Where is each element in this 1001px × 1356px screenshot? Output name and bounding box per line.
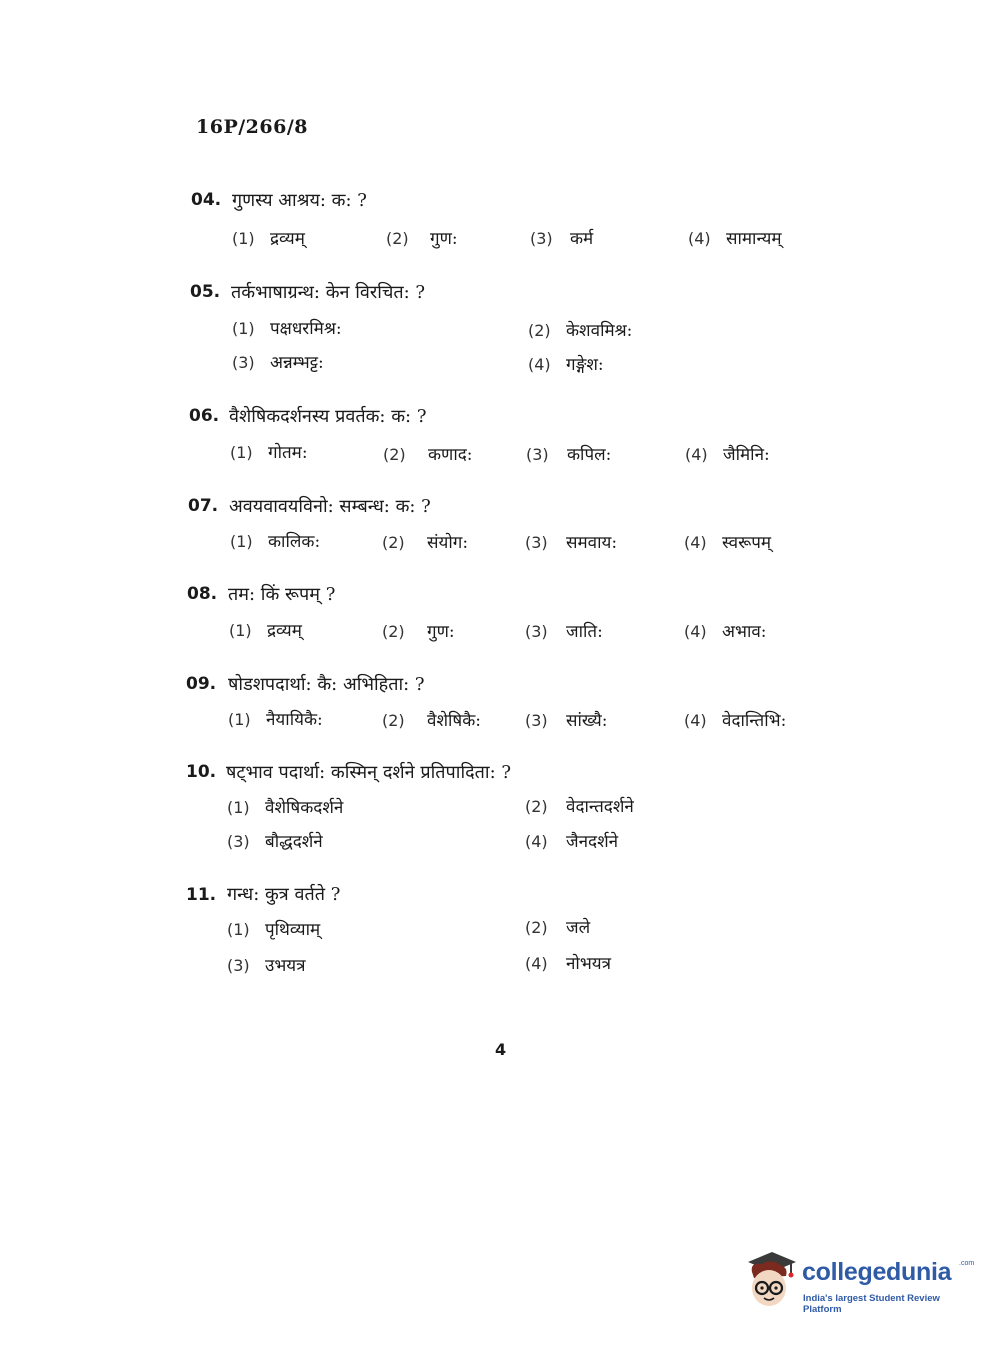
option-number: (1)	[232, 229, 255, 248]
option-number: (4)	[525, 832, 548, 851]
option-4	[525, 951, 611, 974]
option-number: (1)	[230, 532, 253, 551]
option-4	[684, 530, 771, 553]
question-text: षट्भाव पदार्था: कस्मिन् दर्शने प्रतिपादिता: ?	[226, 762, 512, 783]
option-text: कालिक:	[268, 532, 321, 552]
option-1	[228, 707, 323, 730]
page-number: 4	[495, 1040, 507, 1059]
collegedunia-logo[interactable]	[742, 1250, 975, 1320]
option-text: पक्षधरमिश्र:	[270, 319, 342, 339]
option-number: (2)	[386, 229, 409, 248]
brand-domain-suffix: .com	[959, 1260, 975, 1267]
option-text: उभयत्र	[265, 956, 306, 976]
option-number: (1)	[232, 319, 255, 338]
option-number: (4)	[684, 711, 707, 730]
option-number: (2)	[382, 711, 405, 730]
option-4	[684, 619, 767, 642]
option-text: नैयायिकै:	[266, 710, 323, 730]
brand-name: collegedunia	[802, 1258, 952, 1286]
option-2	[382, 530, 468, 553]
option-number: (3)	[526, 445, 549, 464]
option-3	[526, 442, 611, 465]
question-number: 07.	[188, 496, 219, 516]
option-text: जले	[566, 918, 591, 938]
option-number: (2)	[525, 797, 548, 816]
option-text: पृथिव्याम्	[265, 920, 321, 940]
option-3	[530, 226, 593, 249]
option-text: सामान्यम्	[726, 229, 782, 249]
option-number: (3)	[232, 353, 255, 372]
option-number: (3)	[530, 229, 553, 248]
option-4	[684, 708, 786, 731]
option-2	[525, 915, 590, 938]
option-2	[382, 708, 481, 731]
option-4	[528, 352, 604, 375]
option-text: कणाद:	[428, 445, 473, 465]
paper-code: 16P/266/8	[196, 116, 308, 138]
question-text: षोडशपदार्था: कै: अभिहिता: ?	[228, 674, 425, 695]
option-number: (2)	[528, 321, 551, 340]
option-text: द्रव्यम्	[270, 229, 305, 249]
option-text: जैनदर्शने	[566, 832, 619, 852]
option-text: कपिल:	[567, 445, 612, 465]
option-number: (1)	[230, 443, 253, 462]
question-number: 10.	[186, 762, 217, 782]
option-text: स्वरूपम्	[722, 533, 772, 553]
option-2	[525, 794, 634, 817]
option-4	[688, 226, 782, 249]
option-1	[232, 226, 305, 249]
option-1	[230, 440, 308, 463]
option-number: (3)	[227, 832, 250, 851]
option-number: (3)	[525, 622, 548, 641]
option-number: (1)	[227, 920, 250, 939]
option-number: (1)	[228, 710, 251, 729]
option-text: बौद्धदर्शने	[265, 832, 323, 852]
option-1	[227, 917, 320, 940]
option-3	[227, 953, 306, 976]
question-text: अवयवावयविनो: सम्बन्ध: क: ?	[229, 496, 431, 517]
option-number: (1)	[229, 621, 252, 640]
option-text: सांख्यै:	[566, 711, 608, 731]
question-number: 06.	[189, 406, 220, 426]
option-text: गुण:	[430, 229, 458, 249]
question-text: गुणस्य आश्रय: क: ?	[232, 190, 367, 211]
question-text: वैशेषिकदर्शनस्य प्रवर्तक: क: ?	[229, 406, 427, 427]
option-text: गुण:	[427, 622, 455, 642]
option-text: अभाव:	[722, 622, 767, 642]
option-number: (2)	[383, 445, 406, 464]
question-number: 09.	[186, 674, 217, 694]
option-3	[227, 829, 323, 852]
option-text: अन्नम्भट्ट:	[270, 353, 324, 373]
option-1	[230, 529, 320, 552]
option-number: (4)	[685, 445, 708, 464]
option-text: वेदान्तिभि:	[722, 711, 787, 731]
option-number: (3)	[525, 533, 548, 552]
option-3	[525, 619, 603, 642]
question-text: तम: किं रूपम् ?	[228, 584, 336, 605]
question-text: तर्कभाषाग्रन्थ: केन विरचित: ?	[231, 282, 426, 303]
question-number: 11.	[186, 885, 217, 905]
option-number: (3)	[525, 711, 548, 730]
option-2	[528, 318, 632, 341]
question-number: 05.	[190, 282, 221, 302]
option-number: (4)	[525, 954, 548, 973]
option-text: संयोग:	[427, 533, 469, 553]
option-number: (4)	[684, 622, 707, 641]
option-number: (4)	[688, 229, 711, 248]
option-text: नोभयत्र	[566, 954, 612, 974]
option-3	[232, 350, 324, 373]
option-2	[386, 226, 458, 249]
option-text: गोतम:	[268, 443, 308, 463]
option-1	[227, 795, 343, 818]
option-text: कर्म	[570, 229, 594, 249]
option-text: वेदान्तदर्शने	[566, 797, 634, 817]
option-text: गङ्गेश:	[566, 355, 604, 375]
option-4	[525, 829, 618, 852]
option-number: (2)	[525, 918, 548, 937]
option-text: जैमिनि:	[723, 445, 770, 465]
option-number: (2)	[382, 622, 405, 641]
option-1	[232, 316, 342, 339]
option-text: केशवमिश्र:	[566, 321, 633, 341]
option-number: (3)	[227, 956, 250, 975]
option-1	[229, 618, 302, 641]
option-text: वैशेषिकै:	[427, 711, 482, 731]
option-2	[382, 619, 455, 642]
option-number: (4)	[684, 533, 707, 552]
question-number: 08.	[187, 584, 218, 604]
option-3	[525, 708, 607, 731]
option-3	[525, 530, 617, 553]
option-number: (2)	[382, 533, 405, 552]
option-2	[383, 442, 473, 465]
option-text: वैशेषिकदर्शने	[265, 798, 344, 818]
option-text: द्रव्यम्	[267, 621, 302, 641]
option-4	[685, 442, 770, 465]
question-number: 04.	[191, 190, 222, 210]
option-text: समवाय:	[566, 533, 618, 553]
mascot-icon	[742, 1250, 798, 1310]
option-number: (1)	[227, 798, 250, 817]
question-text: गन्ध: कुत्र वर्तते ?	[227, 884, 341, 905]
option-text: जाति:	[566, 622, 603, 642]
option-number: (4)	[528, 355, 551, 374]
brand-tagline: India's largest Student Review Platform	[803, 1293, 940, 1315]
